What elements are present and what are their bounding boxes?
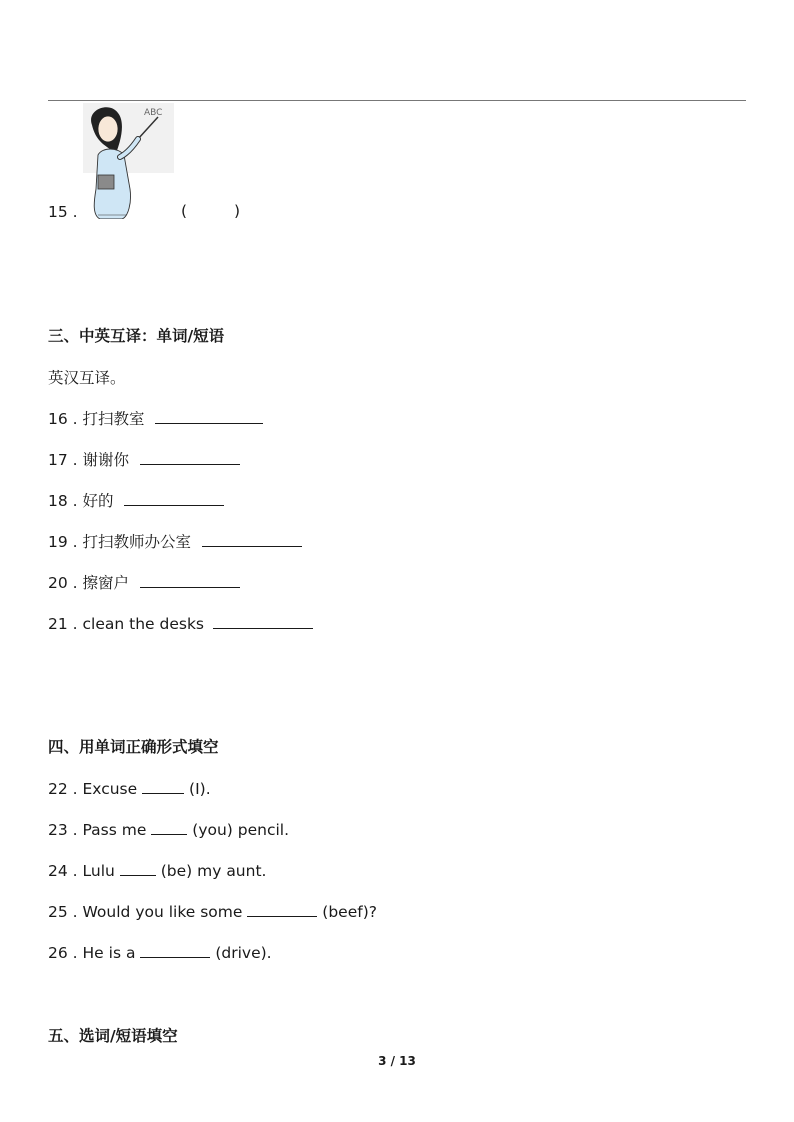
- question-23: [48, 819, 289, 840]
- question-text: clean the desks: [82, 615, 204, 633]
- teacher-illustration: [80, 103, 174, 219]
- question-15: [48, 202, 78, 222]
- answer-open-paren: (: [181, 202, 188, 220]
- question-number: 23 .: [48, 821, 78, 839]
- teacher-drawing: [80, 103, 174, 219]
- question-number: 17 .: [48, 451, 78, 469]
- answer-blank[interactable]: [140, 449, 240, 465]
- question-20: [48, 572, 240, 593]
- question-number: 20 .: [48, 574, 78, 592]
- question-number: 21 .: [48, 615, 78, 633]
- page-number: 3 / 13: [378, 1054, 416, 1068]
- question-25: [48, 901, 377, 922]
- question-18: [48, 490, 224, 511]
- question-text: Lulu: [82, 862, 115, 880]
- question-19: [48, 531, 302, 552]
- question-hint: (beef)?: [322, 903, 377, 921]
- question-text: 打扫教室: [82, 410, 145, 428]
- question-text: 打扫教师办公室: [82, 533, 192, 551]
- section-4-title: 四、用单词正确形式填空: [48, 738, 219, 756]
- section-5-title: 五、选词/短语填空: [48, 1027, 178, 1045]
- question-hint: (be) my aunt.: [160, 862, 267, 880]
- answer-blank[interactable]: [120, 860, 156, 876]
- question-24: [48, 860, 266, 881]
- answer-blank[interactable]: [124, 490, 224, 506]
- answer-blank[interactable]: [140, 572, 240, 588]
- question-26: [48, 942, 272, 963]
- question-21: [48, 613, 313, 634]
- question-text: Pass me: [82, 821, 147, 839]
- answer-blank[interactable]: [213, 613, 313, 629]
- header-rule: [48, 100, 746, 101]
- question-number: 18 .: [48, 492, 78, 510]
- question-17: [48, 449, 240, 470]
- answer-blank[interactable]: [202, 531, 302, 547]
- answer-blank[interactable]: [140, 942, 210, 958]
- question-text: He is a: [82, 944, 136, 962]
- question-text: 好的: [82, 492, 114, 510]
- answer-blank[interactable]: [151, 819, 187, 835]
- question-number: 22 .: [48, 780, 78, 798]
- question-number: 24 .: [48, 862, 78, 880]
- answer-blank[interactable]: [142, 778, 184, 794]
- answer-blank[interactable]: [155, 408, 263, 424]
- section-3-instruction: 英汉互译。: [48, 369, 126, 387]
- question-hint: (I).: [189, 780, 211, 798]
- board-text: ABC: [144, 108, 163, 118]
- question-text: Excuse: [82, 780, 138, 798]
- question-text: Would you like some: [82, 903, 243, 921]
- question-number: 15 .: [48, 203, 78, 221]
- question-number: 25 .: [48, 903, 78, 921]
- question-number: 19 .: [48, 533, 78, 551]
- question-hint: (drive).: [215, 944, 272, 962]
- question-hint: (you) pencil.: [192, 821, 290, 839]
- question-22: [48, 778, 211, 799]
- answer-close-paren: ): [234, 202, 241, 220]
- question-16: [48, 408, 263, 429]
- question-number: 26 .: [48, 944, 78, 962]
- question-number: 16 .: [48, 410, 78, 428]
- question-text: 擦窗户: [82, 574, 130, 592]
- answer-blank[interactable]: [247, 901, 317, 917]
- question-text: 谢谢你: [82, 451, 130, 469]
- section-3-title: 三、中英互译：单词/短语: [48, 327, 225, 345]
